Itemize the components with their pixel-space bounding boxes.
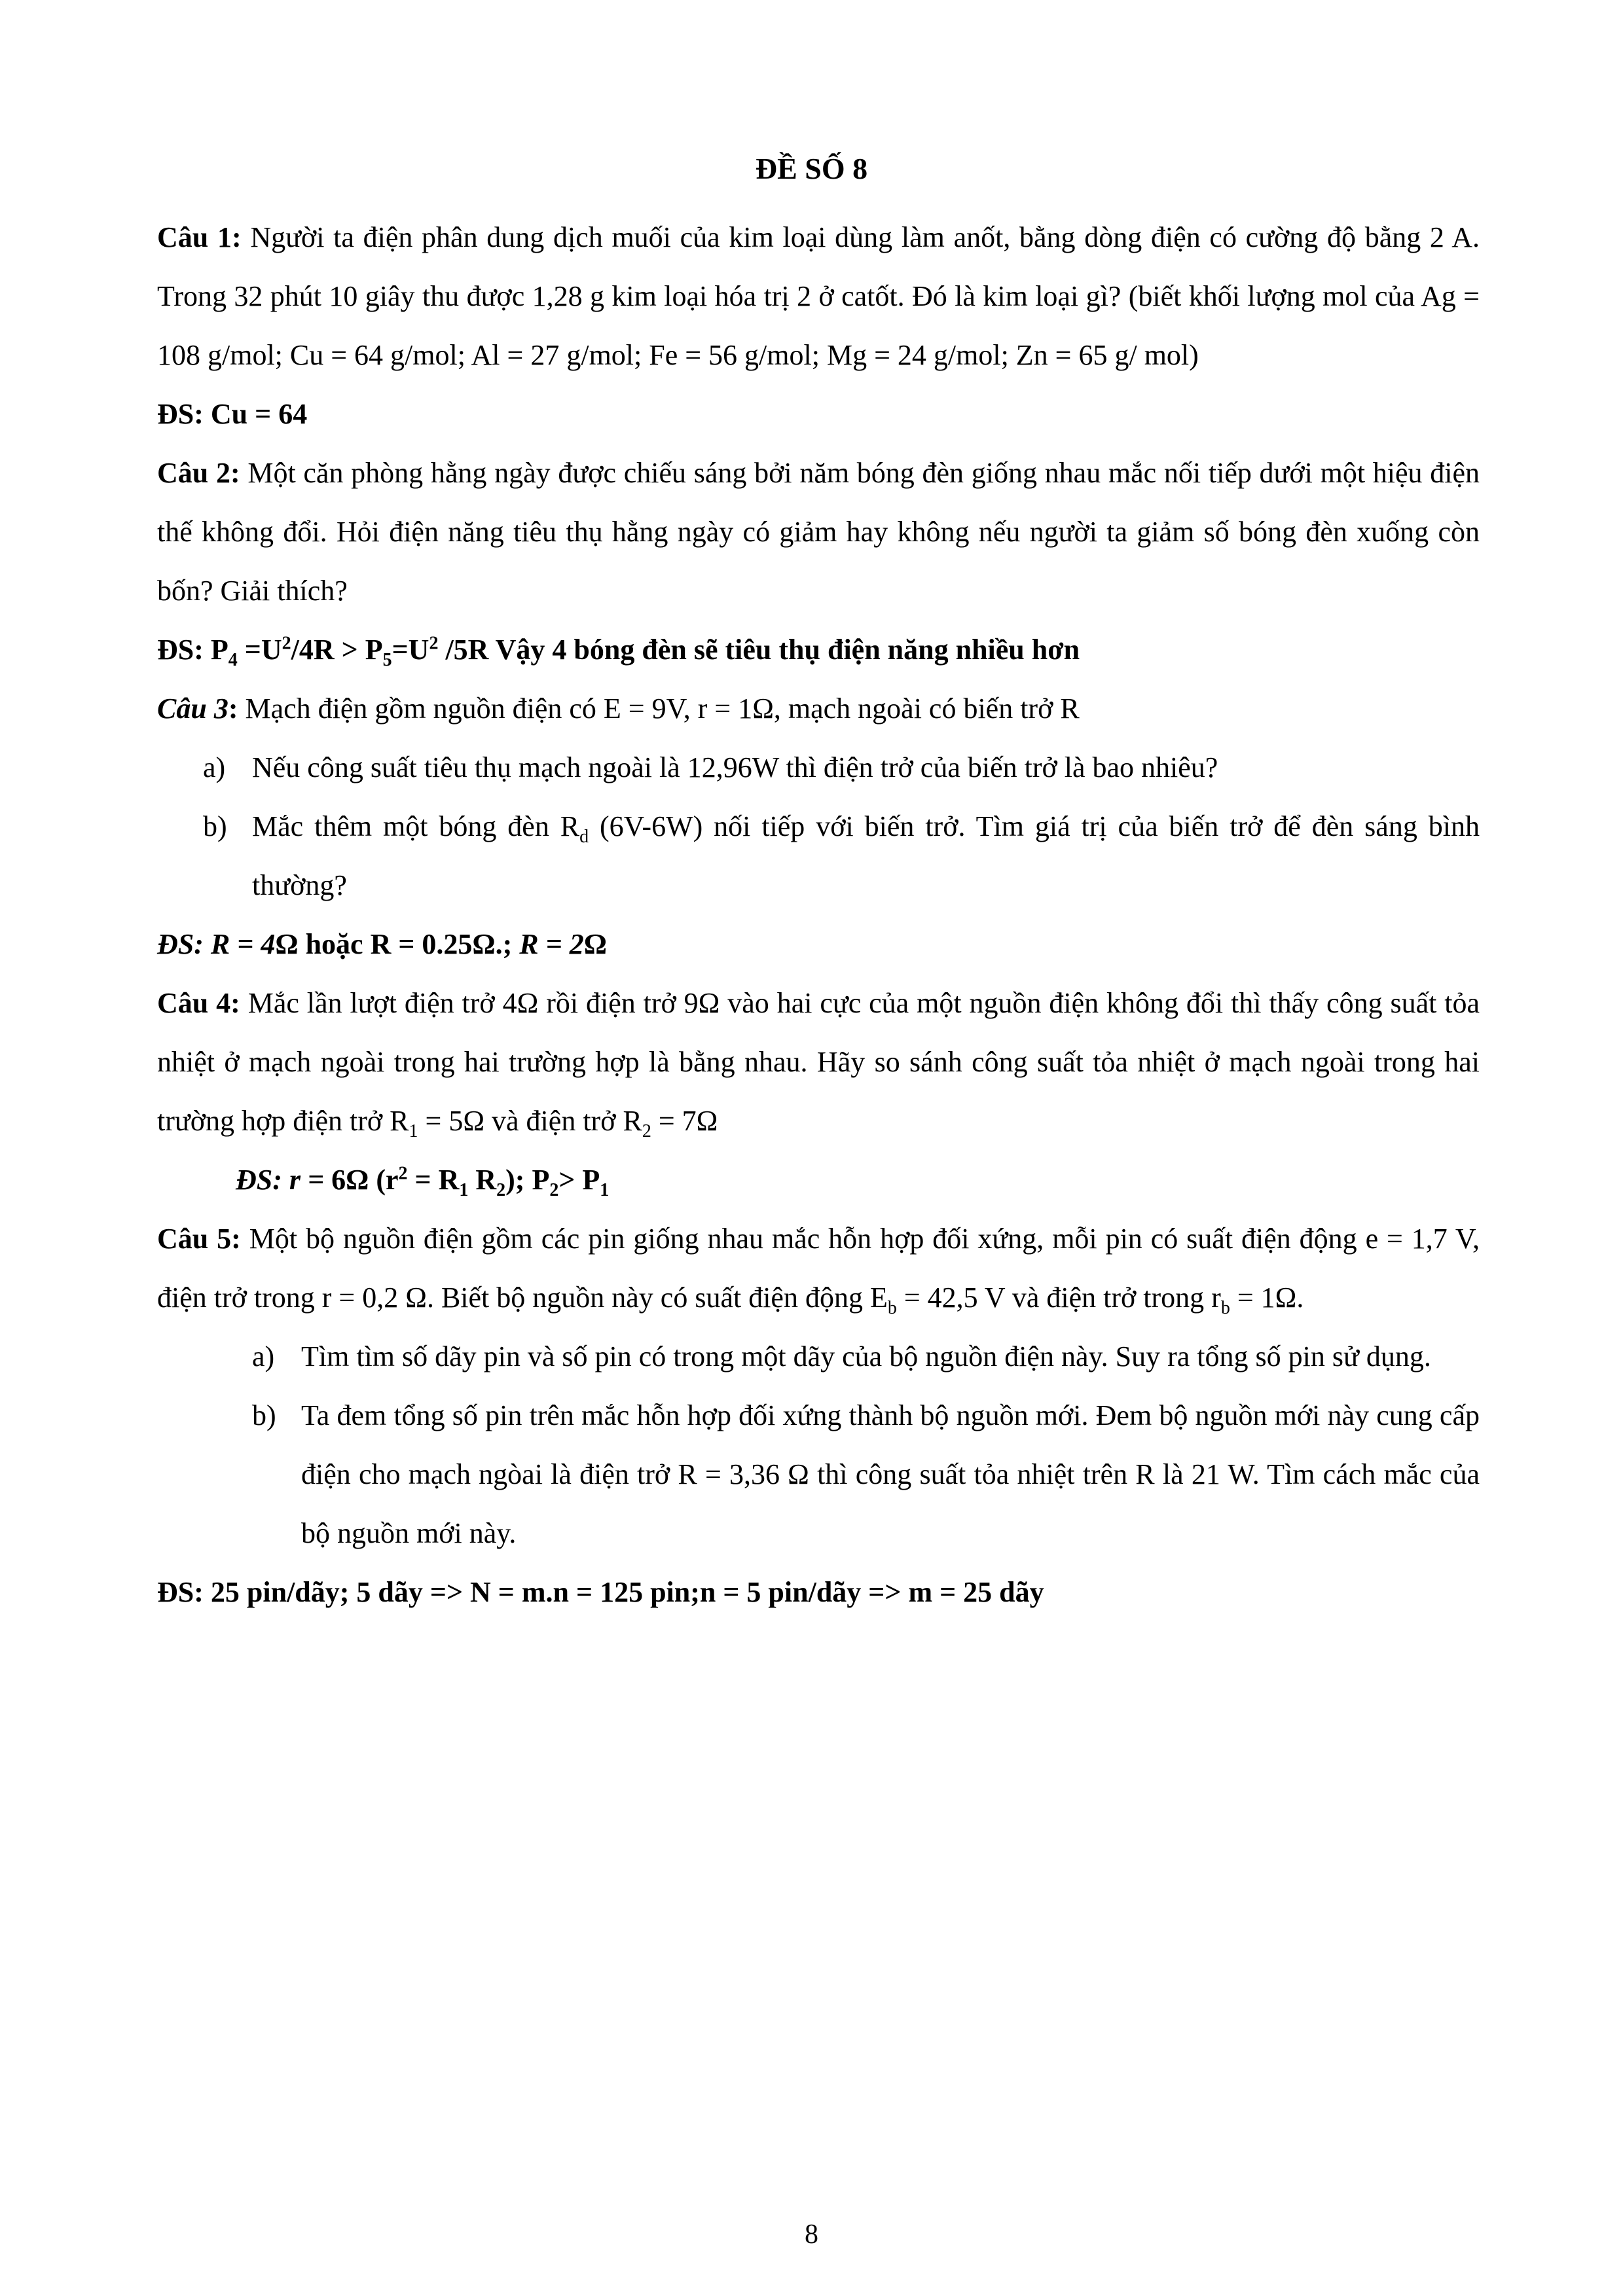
question-2-text: Một căn phòng hằng ngày được chiếu sáng bởi năm bóng đèn giống nhau mắc nối tiếp dưới một hiệu điện thế không đổi. Hỏi điện năng tiêu thụ hằng ngày có giảm hay không nếu người ta giảm số bóng đèn xuống còn bốn? Giải thích?: [157, 457, 1480, 607]
list-item-subscript: d: [579, 826, 589, 847]
answer-fragment: =U: [237, 634, 282, 666]
question-5-text: = 1Ω.: [1230, 1282, 1304, 1314]
answer-fragment: = R: [407, 1164, 460, 1196]
answer-fragment: ); P: [505, 1164, 550, 1196]
question-4-text: = 7Ω: [651, 1105, 718, 1137]
question-4-text: = 5Ω và điện trở R: [418, 1105, 642, 1137]
answer-fragment: Ω: [583, 928, 607, 960]
list-marker: b): [203, 810, 227, 842]
page-number: 8: [805, 2219, 818, 2250]
question-4-text: Mắc lần lượt điện trở 4Ω rồi điện trở 9Ω vào hai cực của một nguồn điện không đổi thì thấy công suất tỏa nhiệt ở mạch ngoài trong hai trường hợp là bằng nhau. Hãy so sánh công suất tỏa nhiệt ở mạch ngoài trong hai trường hợp điện trở R: [157, 987, 1480, 1137]
question-5-item-b: [157, 1386, 1480, 1563]
answer-fragment: /5R Vậy 4 bóng đèn sẽ tiêu thụ điện năng nhiều hơn: [438, 634, 1080, 666]
question-4-subscript: 2: [642, 1121, 651, 1141]
question-3-text: Mạch điện gồm nguồn điện có E = 9V, r = 1Ω, mạch ngoài có biến trở R: [238, 692, 1080, 725]
question-3-answer: [157, 915, 1480, 974]
list-item-text: Tìm tìm số dãy pin và số pin có trong một dãy của bộ nguồn điện này. Suy ra tổng số pin sử dụng.: [301, 1340, 1431, 1372]
list-marker: b): [252, 1399, 276, 1431]
question-3-item-b: [157, 797, 1480, 915]
question-3-colon: :: [228, 692, 238, 725]
answer-fragment: ĐS: r =: [236, 1164, 332, 1196]
answer-fragment: 6Ω (r: [331, 1164, 399, 1196]
answer-fragment: > P: [558, 1164, 600, 1196]
list-item-text: Ta đem tổng số pin trên mắc hỗn hợp đối xứng thành bộ nguồn mới. Đem bộ nguồn mới này cung cấp điện cho mạch ngòai là điện trở R = 3,36 Ω thì công suất tỏa nhiệt trên R là 21 W. Tìm cách mắc của bộ nguồn mới này.: [301, 1399, 1480, 1549]
answer-fragment: Ω hoặc R = 0.25Ω.;: [275, 928, 520, 960]
answer-superscript: 2: [429, 633, 439, 654]
page-title: ĐỀ SỐ 8: [755, 152, 868, 185]
list-item-text: Nếu công suất tiêu thụ mạch ngoài là 12,96W thì điện trở của biến trở là bao nhiêu?: [252, 751, 1218, 783]
answer-subscript: 2: [549, 1179, 559, 1200]
question-5-item-a: [157, 1327, 1480, 1386]
question-5: [157, 1210, 1480, 1327]
question-2: [157, 444, 1480, 620]
question-5-subscript: b: [887, 1297, 897, 1318]
question-5-answer: ĐS: 25 pin/dãy; 5 dãy => N = m.n = 125 pin;n = 5 pin/dãy => m = 25 dãy: [157, 1576, 1044, 1608]
question-4-subscript: 1: [409, 1121, 418, 1141]
answer-superscript: 2: [398, 1163, 408, 1184]
question-2-label: Câu 2:: [157, 457, 240, 489]
question-3-item-a: [157, 738, 1480, 797]
answer-fragment: =U: [392, 634, 429, 666]
question-5-label: Câu 5:: [157, 1223, 241, 1255]
question-1: [157, 208, 1480, 385]
answer-subscript: 1: [459, 1179, 469, 1200]
list-marker: a): [252, 1340, 275, 1372]
answer-subscript: 2: [496, 1179, 506, 1200]
answer-fragment: R = 2: [519, 928, 584, 960]
answer-fragment: R: [468, 1164, 497, 1196]
question-5-text: = 42,5 V và điện trở trong r: [896, 1282, 1221, 1314]
question-1-label: Câu 1:: [157, 221, 242, 253]
question-3-label: Câu 3: [157, 692, 228, 725]
list-item-text: (6V-6W) nối tiếp với biến trở. Tìm giá trị của biến trở để đèn sáng bình thường?: [252, 810, 1480, 901]
list-item-text: Mắc thêm một bóng đèn R: [252, 810, 580, 842]
question-1-answer: ĐS: Cu = 64: [157, 398, 308, 430]
answer-fragment: /4R > P: [291, 634, 383, 666]
question-4-answer: [157, 1151, 1480, 1210]
question-4: [157, 974, 1480, 1151]
document-body: [157, 208, 1480, 1622]
answer-fragment: ĐS: P: [157, 634, 228, 666]
question-4-label: Câu 4:: [157, 987, 240, 1019]
answer-subscript: 4: [228, 649, 238, 670]
list-marker: a): [203, 751, 226, 783]
question-5-subscript: b: [1220, 1297, 1230, 1318]
question-1-text: Người ta điện phân dung dịch muối của kim loại dùng làm anốt, bằng dòng điện có cường độ bằng 2 A. Trong 32 phút 10 giây thu được 1,28 g kim loại hóa trị 2 ở catốt. Đó là kim loại gì? (biết khối lượng mol của Ag = 108 g/mol; Cu = 64 g/mol; Al = 27 g/mol; Fe = 56 g/mol; Mg = 24 g/mol; Zn = 65 g/ mol): [157, 221, 1480, 371]
question-5-text: Một bộ nguồn điện gồm các pin giống nhau mắc hỗn hợp đối xứng, mỗi pin có suất điện động e = 1,7 V, điện trở trong r = 0,2 Ω. Biết bộ nguồn này có suất điện động E: [157, 1223, 1480, 1314]
answer-fragment: ĐS: R = 4: [157, 928, 276, 960]
answer-subscript: 5: [382, 649, 392, 670]
answer-superscript: 2: [282, 633, 291, 654]
answer-subscript: 1: [600, 1179, 610, 1200]
question-2-answer: [157, 620, 1480, 679]
question-3: [157, 679, 1480, 738]
